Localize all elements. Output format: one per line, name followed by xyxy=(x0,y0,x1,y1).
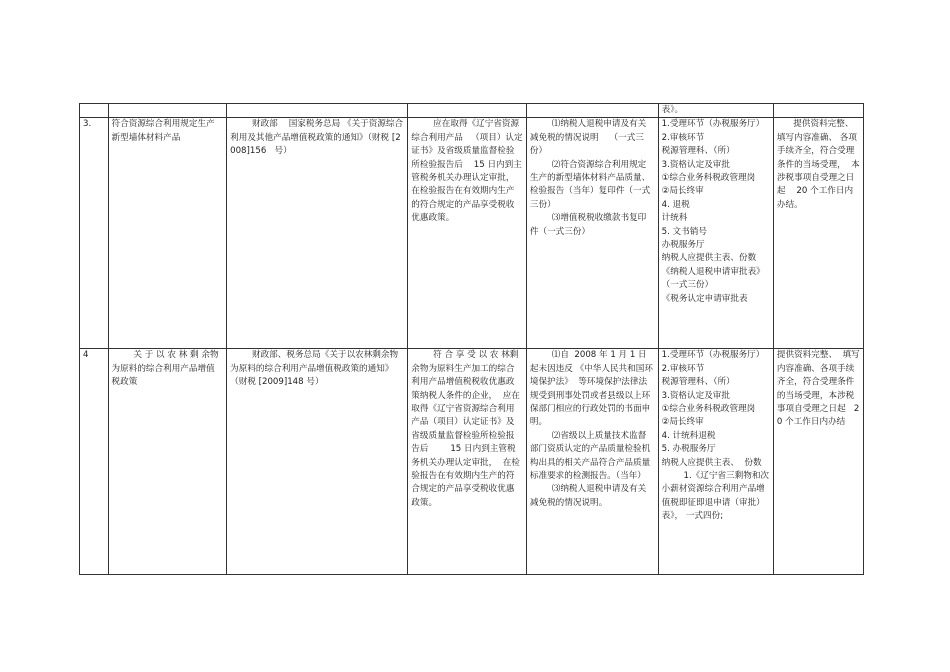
cell-materials xyxy=(526,104,658,118)
cell-procedure: 1.受理环节（办税服务厅） 2.审核环节 税源管理科、（所） 3.资格认定及审批 ①综合业务科税政管理岗 ②局长终审 4. 计统科退税 5. 办税服务厅 纳税人应提供主表、 份数 1.《辽宁省三剩物和次小薪材资源综合利用产品增值税即征即退申请（审批）表》， 一式四份; xyxy=(658,349,773,575)
cell-condition: 符 合 享 受 以 农 林剩余物为原料生产加工的综合利用产品增值税税收优惠政策纳税人条件的企业， 应在取得《辽宁省资源综合利用产品（项目）认定证书》及省级质量监督检验所检验报告后 15 日内到主管税务机关办理认定审批， 在检验报告在有效期内生产的符合规定的产品享受税收优惠政策。 xyxy=(408,349,527,575)
cell-materials: ⑴纳税人退税申请及有关减免税的情况说明 （一式三份） ⑵符合资源综合利用规定生产的新型墙体材料产品质量、 检验报告（当年）复印件（一式三份） ⑶增值税税收缴款书复印件（一式三份） xyxy=(526,118,658,349)
cell-basis: 财政部、税务总局《关于以农林剩余物为原料的综合利用产品增值税政策的通知》 （财税 [2009]148 号） xyxy=(227,349,408,575)
cell-time-limit: 提供资料完整、 填写内容准确、 各项手续齐全，符合受理条件的当场受理， 本涉税事项自受理之日起 20 个工作日内办结。 xyxy=(773,118,863,349)
table-row xyxy=(80,118,864,349)
cell-condition xyxy=(408,104,527,118)
cell-basis xyxy=(227,104,408,118)
tax-policy-table xyxy=(79,103,864,575)
cell-no xyxy=(80,104,109,118)
cell-item: 符合资源综合利用规定生产新型墙体材料产品 xyxy=(108,118,227,349)
cell-condition: 应在取得《辽宁省资源综合利用产品 （项目）认定证书》及省级质量监督检验所检验报告后 15 日内到主管税务机关办理认定审批，在检验报告在有效期内生产的符合规定的产品享受税收优惠政策。 xyxy=(408,118,527,349)
cell-no: 4 xyxy=(80,349,109,575)
cell-no: 3. xyxy=(80,118,109,349)
table-row xyxy=(80,349,864,575)
table-row-continued xyxy=(80,104,864,118)
cell-procedure: 1.受理环节（办税服务厅） 2.审核环节 税源管理科、（所） 3.资格认定及审批 ①综合业务科税政管理岗 ②局长终审 4. 退税 计统科 5. 文书销号 办税服务厅 纳税人应提供主表、份数 《纳税人退税申请审批表》（一式三份） 《税务认定申请审批表 xyxy=(658,118,773,349)
cell-basis: 财政部 国家税务总局 《关于资源综合利用及其他产品增值税政策的通知》（财税 [2008]156 号） xyxy=(227,118,408,349)
cell-item: 关 于 以 农 林 剩 余物为原料的综合利用产品增值税政策 xyxy=(108,349,227,575)
cell-item xyxy=(108,104,227,118)
cell-time-limit xyxy=(773,104,863,118)
cell-materials: ⑴自 2008 年 1 月 1 日起未因违反 《中华人民共和国环境保护法》 等环境保护法律法规受到刑事处罚或者县级以上环保部门相应的行政处罚的书面申明。 ⑵省级以上质量技术监督部门资质认定的产品质量检验机构出具的相关产品符合产品质量标准要求的检测报告。（当年） ⑶纳税人退税申请及有关减免税的情况说明。 xyxy=(526,349,658,575)
cell-time-limit: 提供资料完整、 填写内容准确、各项手续齐全，符合受理条件的当场受理，本涉税事项自受理之日起 20 个工作日内办结 xyxy=(773,349,863,575)
cell-procedure: 表》。 xyxy=(658,104,773,118)
